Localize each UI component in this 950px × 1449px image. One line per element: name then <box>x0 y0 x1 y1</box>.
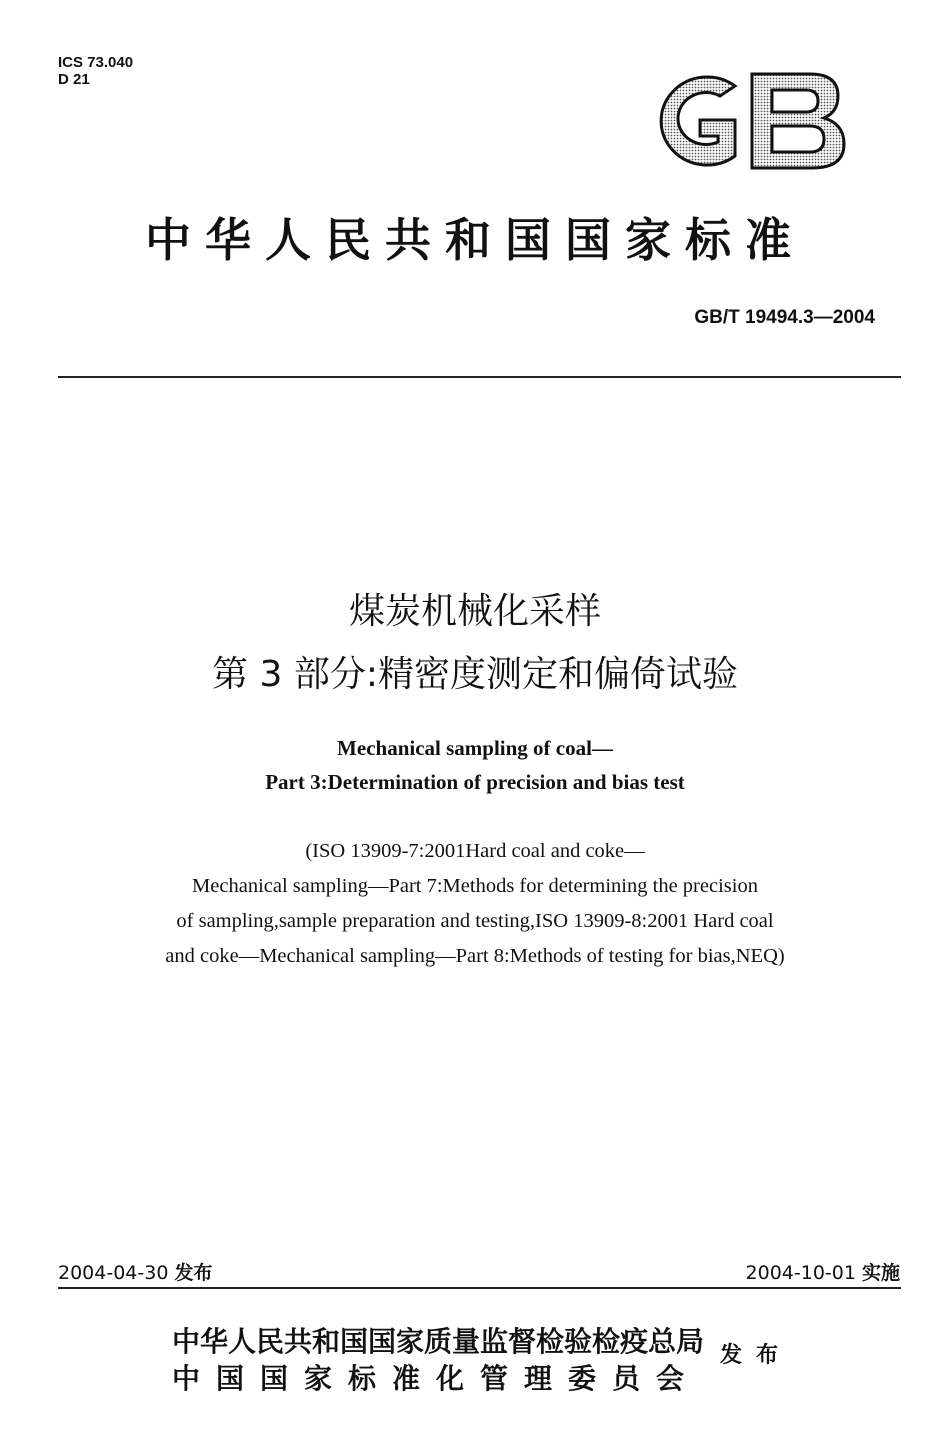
ics-code: ICS 73.040 <box>58 54 134 71</box>
gb-logo <box>640 68 848 174</box>
issuer-line-1: 中华人民共和国国家质量监督检验检疫总局 <box>172 1325 705 1358</box>
iso-reference-line-4: and coke—Mechanical sampling—Part 8:Methods of testing for bias,NEQ) <box>165 945 785 967</box>
iso-reference-line-2: Mechanical sampling—Part 7:Methods for determining the precision <box>192 875 758 897</box>
publish-label: 发布 <box>720 1342 793 1368</box>
chinese-title-line-1: 煤炭机械化采样 <box>348 591 601 632</box>
english-title-line-2: Part 3:Determination of precision and bias test <box>265 770 685 794</box>
ccs-code: D 21 <box>58 71 90 88</box>
issue-date: 2004-04-30 <box>58 1262 169 1284</box>
implement-date: 2004-10-01 <box>745 1262 856 1284</box>
iso-reference-line-3: of sampling,sample preparation and testing,ISO 13909-8:2001 Hard coal <box>176 910 774 932</box>
english-title-line-1: Mechanical sampling of coal— <box>337 736 613 760</box>
national-standard-heading: 中华人民共和国国家标准 <box>145 213 805 267</box>
implement-date-block <box>746 1258 900 1285</box>
implement-label: 实施 <box>861 1262 900 1284</box>
bottom-divider <box>58 1287 901 1289</box>
classification-codes <box>58 54 133 88</box>
issuer-line-2: 中国国家标准化管理委员会 <box>172 1362 701 1395</box>
issue-label: 发布 <box>174 1262 213 1284</box>
standard-number: GB/T 19494.3—2004 <box>694 307 875 328</box>
iso-reference-line-1: (ISO 13909-7:2001Hard coal and coke— <box>305 840 645 862</box>
chinese-title-line-2: 第 3 部分:精密度测定和偏倚试验 <box>212 654 738 695</box>
top-divider <box>58 376 901 378</box>
issue-date-block <box>58 1258 212 1285</box>
